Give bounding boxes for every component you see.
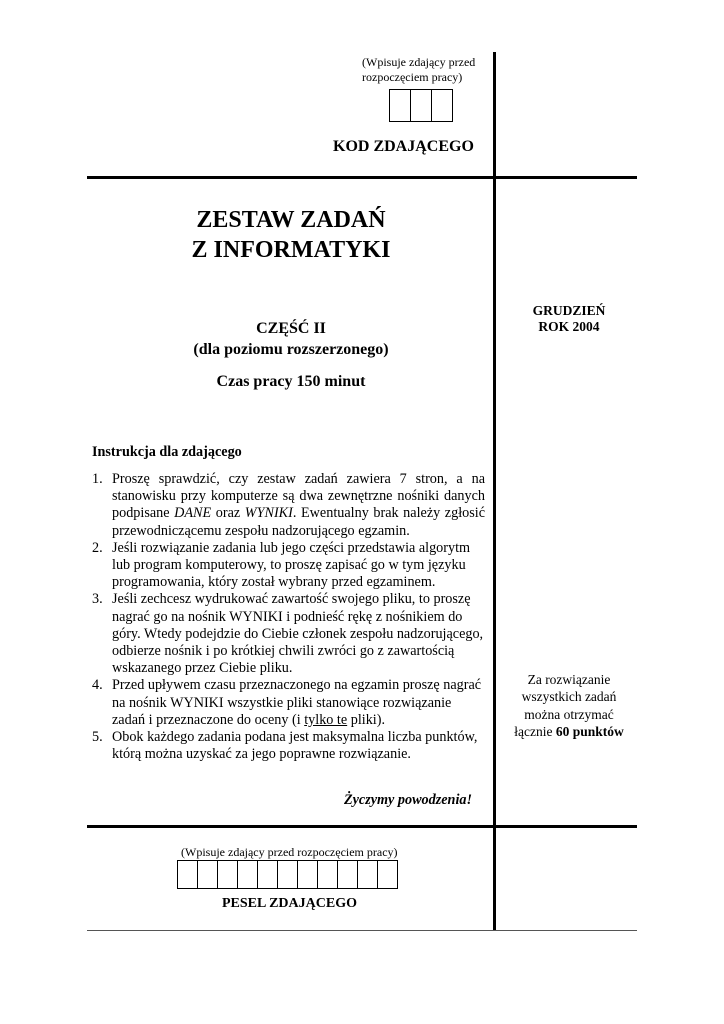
pesel-box[interactable] [197, 860, 218, 889]
list-item: 1. Proszę sprawdzić, czy zestaw zadań zawiera 7 stron, a na stanowisku przy komputerze są dwa zewnętrzne nośniki danych podpisane DANE oraz WYNIKI. Ewentualny brak należy zgłosić przewodniczącemu zespołu nadzorującego egzamin. [92, 471, 485, 539]
pesel-note: (Wpisuje zdający przed rozpoczęciem pracy) [181, 845, 398, 859]
pesel-box[interactable] [217, 860, 238, 889]
pesel-box[interactable] [357, 860, 378, 889]
points-info: Za rozwiązanie wszystkich zadań można otrzymać łącznie 60 punktów [514, 672, 624, 739]
pesel-boxes[interactable] [178, 860, 398, 889]
pesel-box[interactable] [257, 860, 278, 889]
pesel-box[interactable] [297, 860, 318, 889]
list-item: 4. Przed upływem czasu przeznaczonego na egzamin proszę nagrać na nośnik WYNIKI wszystkie pliki stanowiące rozwiązanie zadań i przeznaczone do oceny (i tylko te pliki). [92, 677, 482, 728]
list-item: 5. Obok każdego zadania podana jest maksymalna liczba punktów, którą można uzyskać za jego poprawne rozwiązanie. [92, 729, 478, 763]
pesel-box[interactable] [317, 860, 338, 889]
exam-date: GRUDZIEŃ ROK 2004 [532, 303, 606, 334]
code-label: KOD ZDAJĄCEGO [333, 138, 474, 155]
bottom-divider [87, 825, 637, 828]
footer-rule [87, 930, 637, 931]
exam-time: Czas pracy 150 minut [216, 373, 366, 390]
code-box[interactable] [389, 89, 411, 122]
list-item: 2. Jeśli rozwiązanie zadania lub jego części przedstawia algorytm lub program komputerowy, to proszę zapisać go w tym języku programowania, który został wybrany przed egzaminem. [92, 539, 471, 591]
code-box[interactable] [410, 89, 432, 122]
instructions-heading: Instrukcja dla zdającego [92, 444, 242, 460]
pesel-box[interactable] [237, 860, 258, 889]
pesel-box[interactable] [277, 860, 298, 889]
top-divider [87, 176, 637, 179]
code-boxes[interactable] [390, 89, 453, 122]
pesel-label: PESEL ZDAJĄCEGO [222, 896, 357, 911]
part-info: CZĘŚĆ II (dla poziomu rozszerzonego) [193, 320, 389, 358]
code-note: (Wpisuje zdający przed rozpoczęciem pracy) [362, 55, 476, 84]
instructions-list [92, 471, 485, 763]
pesel-box[interactable] [177, 860, 198, 889]
page-title: ZESTAW ZADAŃ Z INFORMATYKI [191, 207, 391, 263]
vertical-divider [493, 52, 496, 930]
code-box[interactable] [431, 89, 453, 122]
pesel-box[interactable] [337, 860, 358, 889]
list-item: 3. Jeśli zechcesz wydrukować zawartość swojego pliku, to proszę nagrać go na nośnik WYNIKI i podnieść rękę z nośnikiem do góry. Wtedy podejdzie do Ciebie członek zespołu nadzorującego, odbierze nośnik i po krótkiej chwili zwróci go z zawartością wskazanego przez Ciebie pliku. [92, 591, 484, 677]
good-luck-text: Życzymy powodzenia! [343, 792, 472, 808]
pesel-box[interactable] [377, 860, 398, 889]
